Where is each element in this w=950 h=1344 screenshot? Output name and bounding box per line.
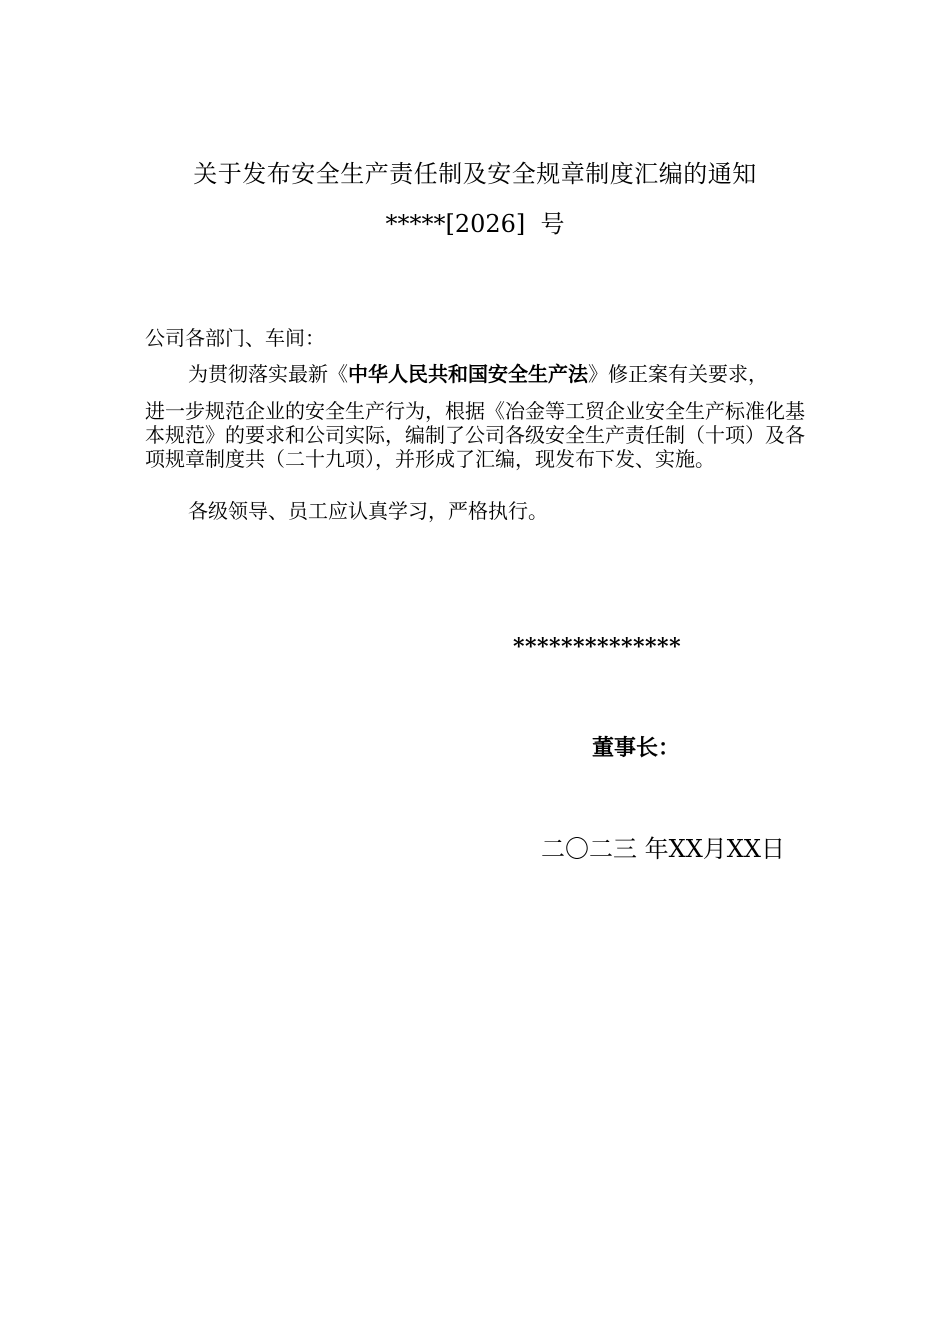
paragraph-1-first-line — [188, 360, 768, 388]
document-title: 关于发布安全生产责任制及安全规章制度汇编的通知 — [193, 160, 757, 188]
company-name: ************** — [513, 634, 682, 660]
chairman-label: 董事长： — [592, 735, 681, 761]
document-date: 二〇二三 年XX月XX日 — [541, 835, 785, 863]
law-name: 中华人民共和国安全生产法 — [348, 362, 588, 386]
paragraph-1-suffix: 》修正案有关要求， — [588, 362, 768, 386]
paragraph-1-prefix: 为贯彻落实最新《 — [188, 362, 348, 386]
paragraph-2: 各级领导、员工应认真学习，严格执行。 — [188, 499, 548, 523]
paragraph-1-body: 进一步规范企业的安全生产行为，根据《冶金等工贸企业安全生产标准化基本规范》的要求和公司实际，编制了公司各级安全生产责任制（十项）及各项规章制度共（二十九项），并形成了汇编，现发布下发、实施。 — [145, 399, 805, 471]
salutation: 公司各部门、车间： — [145, 326, 325, 350]
document-number: *****[2026] 号 — [385, 210, 565, 238]
